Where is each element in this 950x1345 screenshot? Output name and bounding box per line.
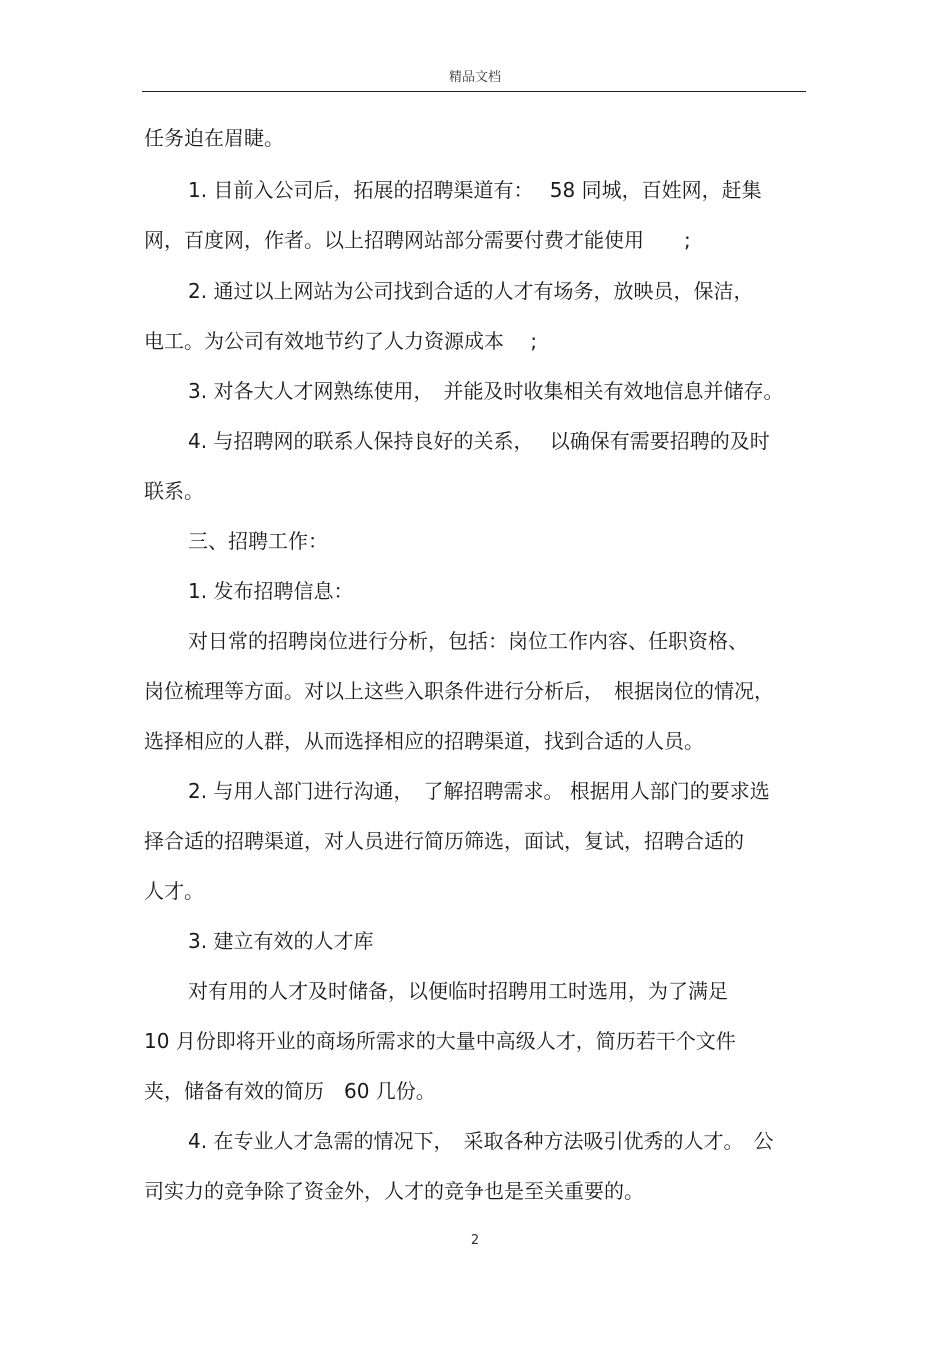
text-line: 岗位梳理等方面。对以上这些入职条件进行分析后， 根据岗位的情况，: [144, 679, 774, 703]
text-line: 网，百度网，作者。以上招聘网站部分需要付费才能使用 ;: [144, 228, 691, 252]
text-line: 选择相应的人群，从而选择相应的招聘渠道，找到合适的人员。: [144, 729, 704, 753]
text-line: 择合适的招聘渠道，对人员进行简历筛选，面试，复试，招聘合适的: [144, 829, 744, 853]
text-line: 任务迫在眉睫。: [144, 126, 284, 150]
text-line: 2. 与用人部门进行沟通， 了解招聘需求。 根据用人部门的要求选: [188, 779, 770, 803]
text-line: 对有用的人才及时储备，以便临时招聘用工时选用，为了满足: [188, 979, 728, 1003]
text-line: 3. 建立有效的人才库: [188, 929, 374, 953]
text-line: 夹，储备有效的简历 60 几份。: [144, 1079, 436, 1103]
text-line: 1. 发布招聘信息：: [188, 579, 354, 603]
page-number: 2: [470, 1233, 480, 1248]
text-line: 3. 对各大人才网熟练使用， 并能及时收集相关有效地信息并储存。: [188, 379, 784, 403]
text-line: 4. 在专业人才急需的情况下， 采取各种方法吸引优秀的人才。 公: [188, 1129, 774, 1153]
text-line: 4. 与招聘网的联系人保持良好的关系， 以确保有需要招聘的及时: [188, 429, 770, 453]
text-line: 电工。为公司有效地节约了人力资源成本 ;: [144, 329, 538, 353]
text-line: 1. 目前入公司后，拓展的招聘渠道有： 58 同城，百姓网，赶集: [188, 178, 762, 202]
text-line: 2. 通过以上网站为公司找到合适的人才有场务，放映员，保洁，: [188, 279, 754, 303]
text-line: 人才。: [144, 879, 204, 903]
header-divider: [142, 91, 806, 92]
text-line: 司实力的竞争除了资金外，人才的竞争也是至关重要的。: [144, 1179, 644, 1203]
text-line: 联系。: [144, 479, 204, 503]
text-line: 对日常的招聘岗位进行分析，包括：岗位工作内容、任职资格、: [188, 629, 748, 653]
text-line: 10 月份即将开业的商场所需求的大量中高级人才，简历若干个文件: [144, 1029, 736, 1053]
page-header: 精品文档: [448, 70, 501, 85]
section-heading: 三、招聘工作：: [188, 529, 328, 553]
